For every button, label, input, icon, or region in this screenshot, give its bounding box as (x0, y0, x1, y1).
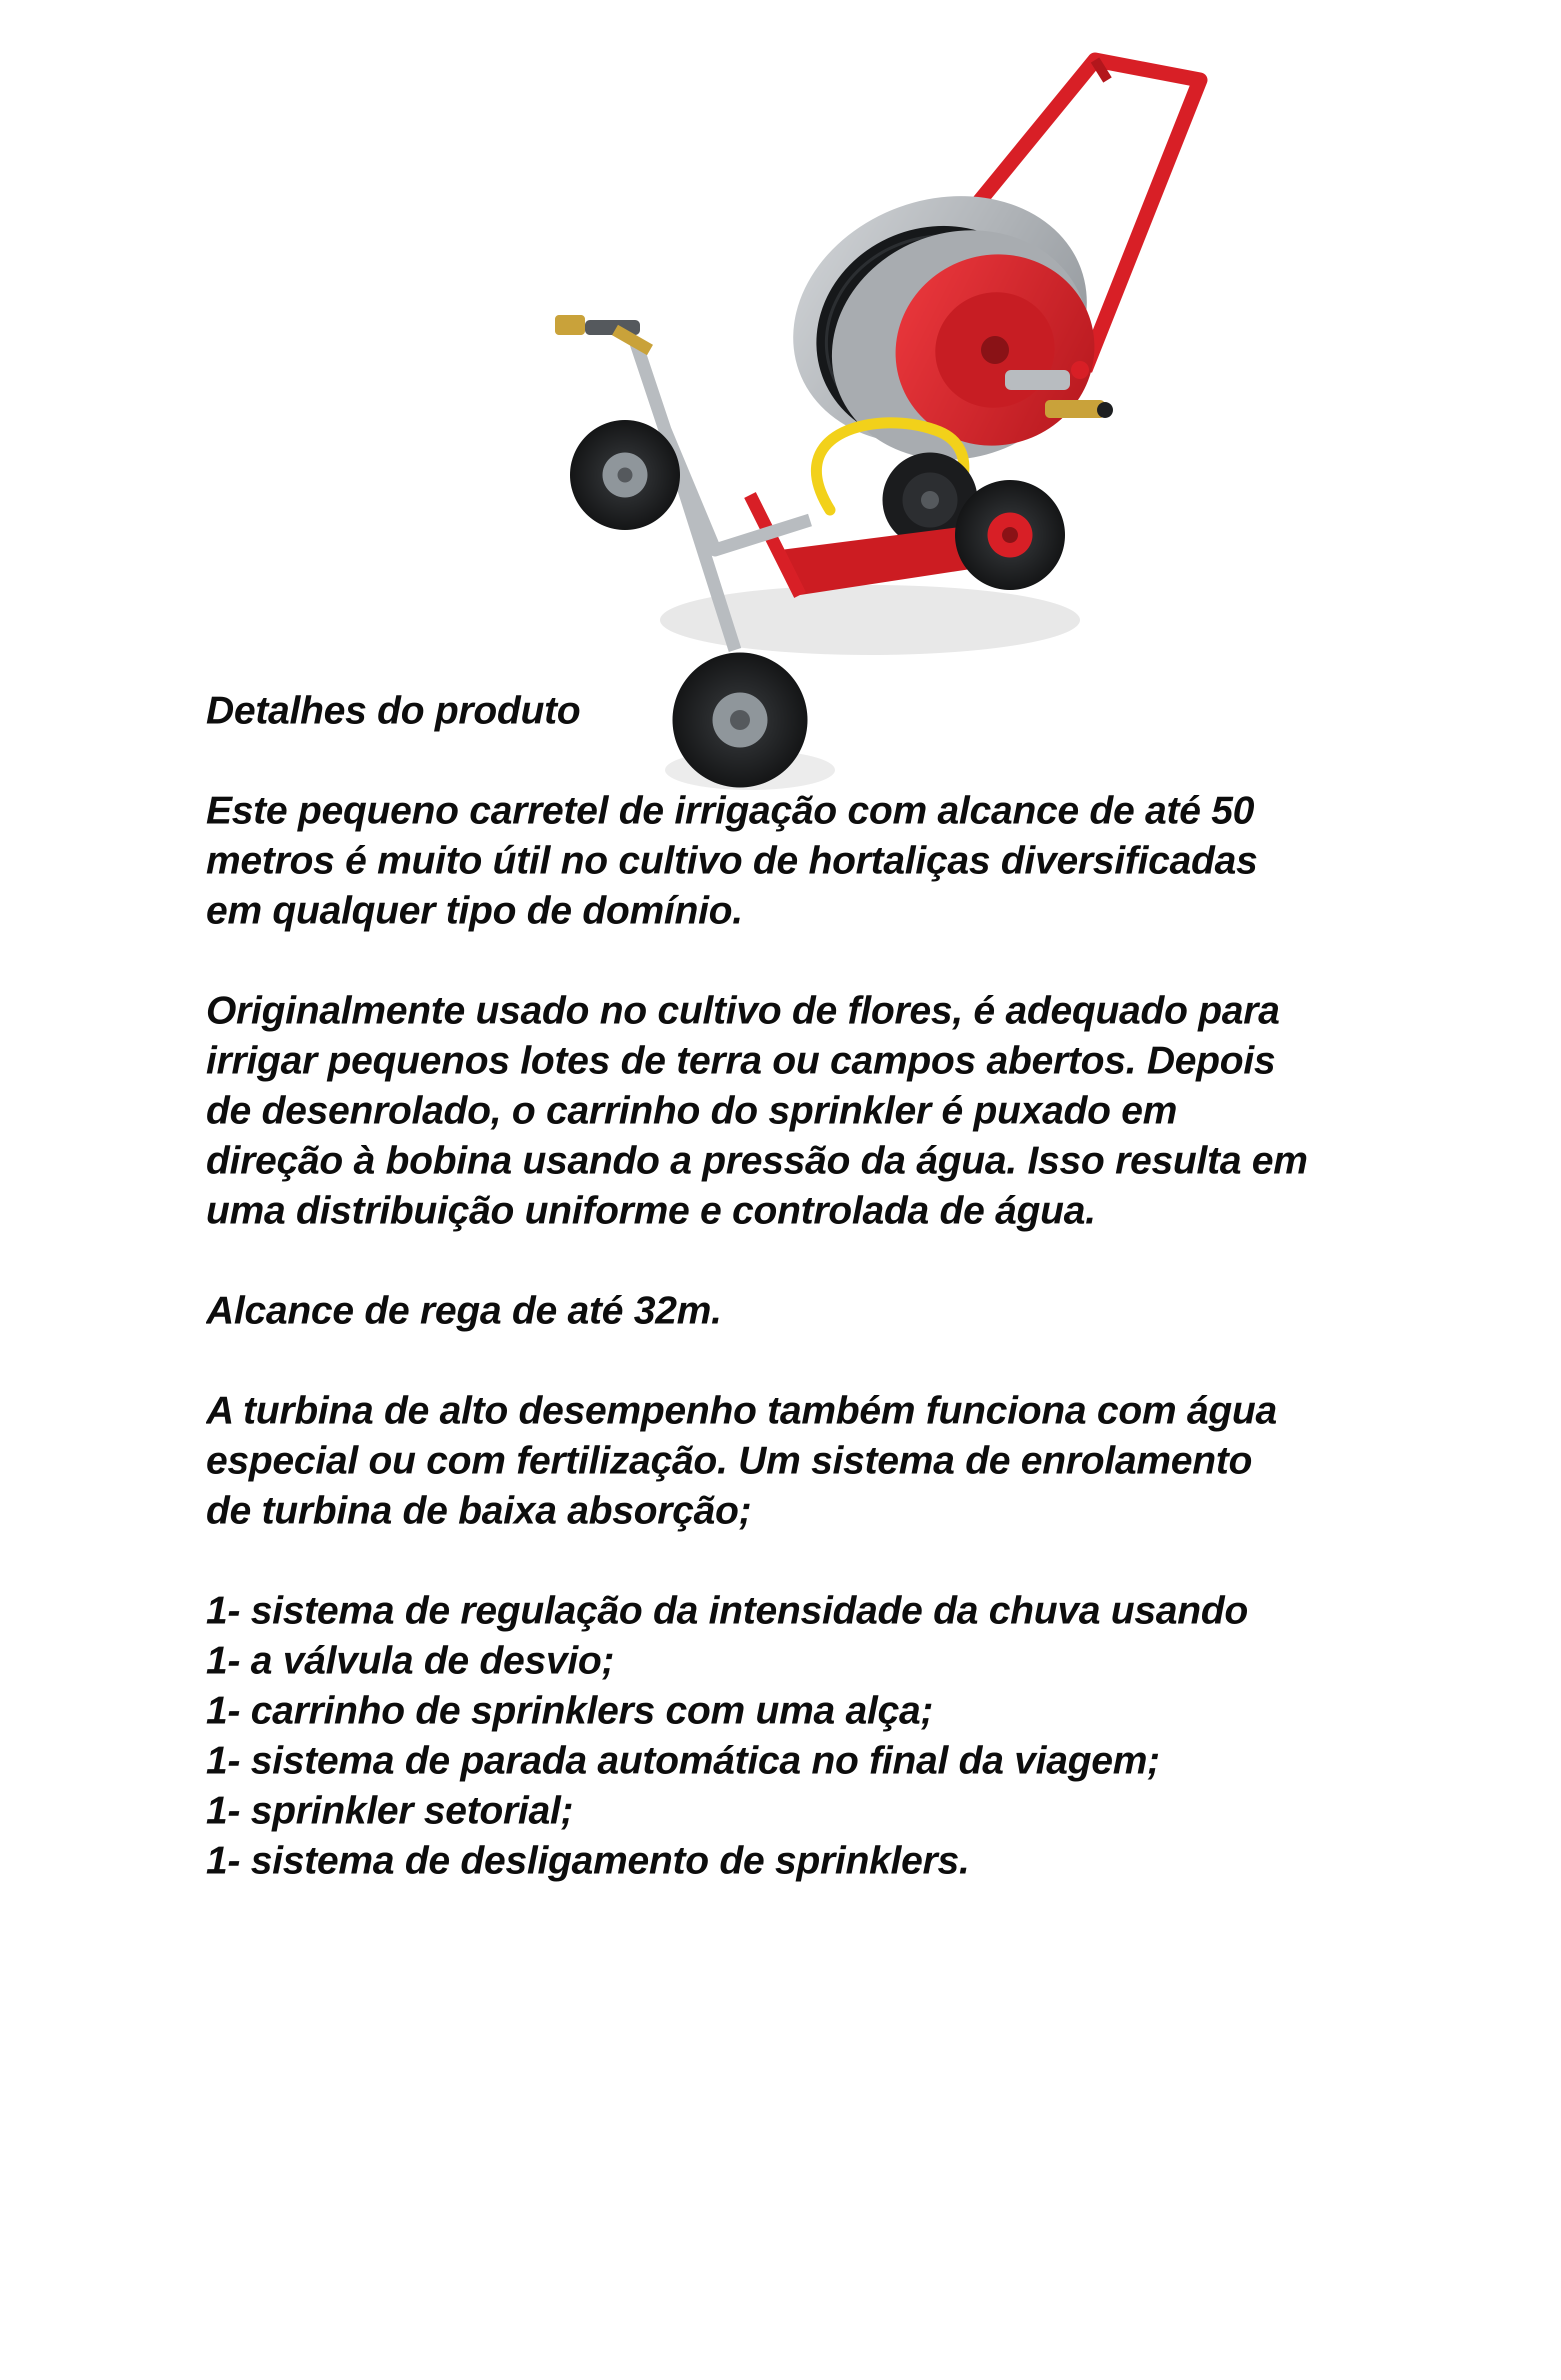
paragraph-line: metros é muito útil no cultivo de hortaliças diversificadas (206, 838, 1258, 882)
hose-reel-irrigator-icon (500, 20, 1250, 800)
feature-item: 1- sistema de parada automática no final da viagem; (206, 1738, 1160, 1782)
paragraph-line: de turbina de baixa absorção; (206, 1488, 752, 1532)
paragraph-4 (206, 1385, 1406, 1535)
feature-item: 1- sistema de desligamento de sprinklers. (206, 1838, 970, 1882)
paragraph-line: uma distribuição uniforme e controlada de água. (206, 1188, 1096, 1232)
paragraph-line: Alcance de rega de até 32m. (206, 1288, 722, 1332)
paragraph-line: irrigar pequenos lotes de terra ou campos abertos. Depois (206, 1038, 1276, 1082)
feature-item: 1- sprinkler setorial; (206, 1788, 574, 1832)
product-image (500, 20, 1250, 800)
paragraph-1 (206, 785, 1406, 935)
paragraph-line: direção à bobina usando a pressão da água. Isso resulta em (206, 1138, 1308, 1182)
paragraph-line: Originalmente usado no cultivo de flores, é adequado para (206, 988, 1280, 1032)
paragraph-line: de desenrolado, o carrinho do sprinkler é puxado em (206, 1088, 1178, 1132)
feature-item: 1- a válvula de desvio; (206, 1638, 614, 1682)
paragraph-line: Este pequeno carretel de irrigação com alcance de até 50 (206, 788, 1254, 832)
paragraph-line: em qualquer tipo de domínio. (206, 888, 743, 932)
section-title (206, 685, 1406, 735)
feature-item: 1- carrinho de sprinklers com uma alça; (206, 1688, 934, 1732)
feature-item: 1- sistema de regulação da intensidade da chuva usando (206, 1588, 1248, 1632)
product-description (206, 685, 1406, 1910)
feature-list (206, 1585, 1406, 1885)
paragraph-2 (206, 985, 1406, 1235)
paragraph-3 (206, 1285, 1406, 1335)
title-line: Detalhes do produto (206, 688, 580, 732)
paragraph-line: especial ou com fertilização. Um sistema de enrolamento (206, 1438, 1252, 1482)
paragraph-line: A turbina de alto desempenho também funciona com água (206, 1388, 1277, 1432)
